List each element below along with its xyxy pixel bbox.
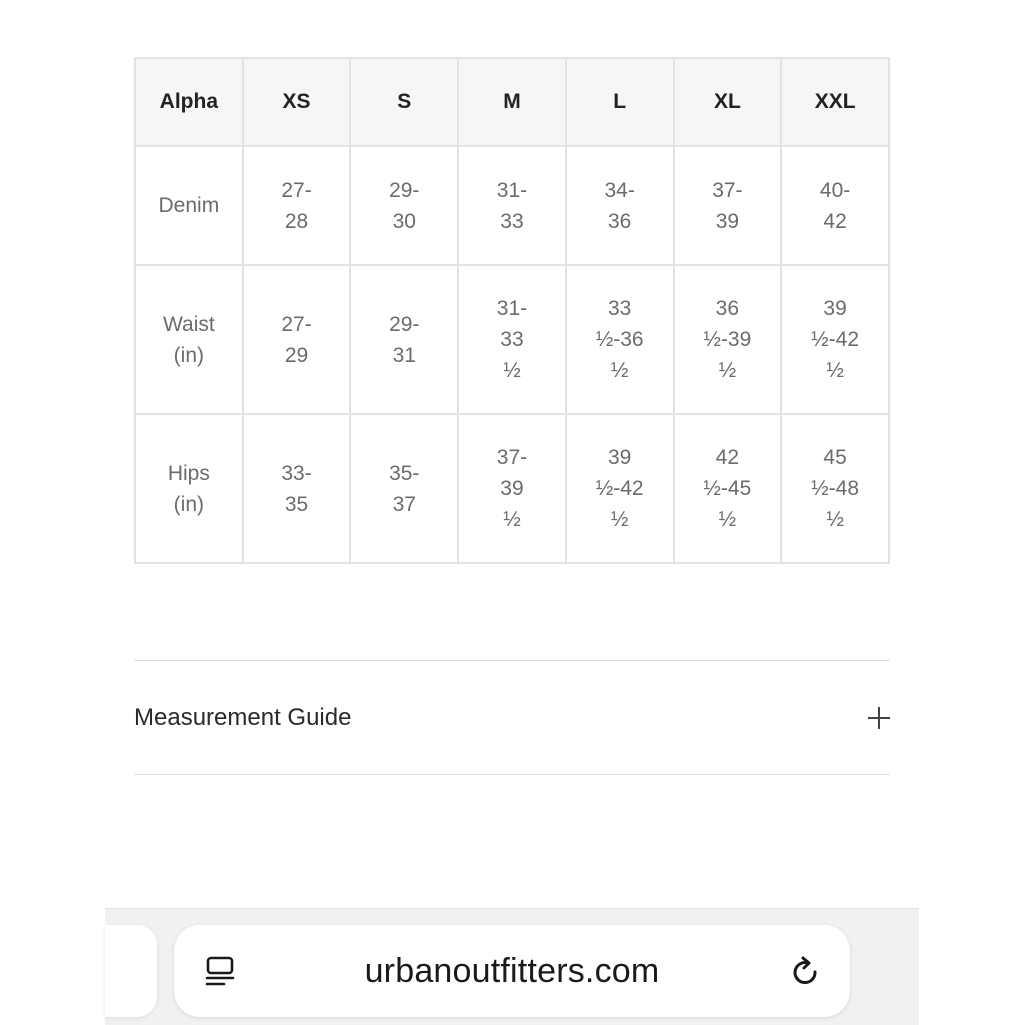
- cell-text: 37- 39 ½: [496, 446, 528, 531]
- cell-text: Hips (in): [167, 461, 210, 516]
- cell-text: 45 ½-48 ½: [811, 446, 860, 531]
- cell-text: 33- 35: [281, 461, 312, 516]
- table-cell: [781, 146, 889, 265]
- table-cell: [243, 265, 351, 414]
- cell-text: 29- 31: [389, 312, 420, 367]
- table-cell: [566, 265, 674, 414]
- reload-icon[interactable]: [788, 955, 824, 991]
- url-text[interactable]: urbanoutfitters.com: [364, 952, 660, 990]
- table-cell: [350, 265, 458, 414]
- previous-tab-card[interactable]: [105, 925, 157, 1017]
- row-label-hips: [135, 414, 243, 563]
- table-cell: [566, 414, 674, 563]
- table-cell: [781, 265, 889, 414]
- table-cell: [458, 146, 566, 265]
- cell-text: 39 ½-42 ½: [595, 446, 644, 531]
- table-row-waist: [135, 265, 889, 414]
- header-s: S: [350, 58, 458, 146]
- table-cell: [674, 265, 782, 414]
- row-label-denim: [135, 146, 243, 265]
- plus-icon[interactable]: [868, 707, 890, 729]
- table-row-hips: [135, 414, 889, 563]
- header-xxl: XXL: [781, 58, 889, 146]
- measurement-guide-accordion[interactable]: [134, 660, 890, 775]
- header-xs: XS: [243, 58, 351, 146]
- size-header-row: [135, 58, 889, 146]
- cell-text: 39 ½-42 ½: [811, 297, 860, 382]
- header-m: M: [458, 58, 566, 146]
- table-cell: [243, 414, 351, 563]
- cell-text: 29- 30: [389, 178, 420, 233]
- browser-bottom-bar: [105, 908, 919, 1025]
- cell-text: Waist (in): [162, 312, 215, 367]
- table-cell: [458, 414, 566, 563]
- cell-text: 42 ½-45 ½: [703, 446, 752, 531]
- cell-text: 35- 37: [389, 461, 420, 516]
- table-row-denim: [135, 146, 889, 265]
- row-label-waist: [135, 265, 243, 414]
- table-cell: [674, 414, 782, 563]
- cell-text: 31- 33 ½: [496, 297, 528, 382]
- header-xl: XL: [674, 58, 782, 146]
- table-cell: [674, 146, 782, 265]
- cell-text: 31- 33: [496, 178, 528, 233]
- address-bar[interactable]: [174, 925, 850, 1017]
- cell-text: 40- 42: [819, 178, 851, 233]
- cell-text: 37- 39: [712, 178, 743, 233]
- table-cell: [243, 146, 351, 265]
- cell-text: 34- 36: [604, 178, 635, 233]
- cell-text: Denim: [158, 194, 220, 217]
- cell-text: 27- 29: [281, 312, 312, 367]
- cell-text: 27- 28: [281, 178, 312, 233]
- header-l: L: [566, 58, 674, 146]
- header-alpha: Alpha: [135, 58, 243, 146]
- table-cell: [350, 146, 458, 265]
- cell-text: 36 ½-39 ½: [703, 297, 752, 382]
- size-chart-table: [134, 57, 890, 564]
- cell-text: 33 ½-36 ½: [595, 297, 644, 382]
- table-cell: [566, 146, 674, 265]
- table-cell: [458, 265, 566, 414]
- table-cell: [781, 414, 889, 563]
- table-cell: [350, 414, 458, 563]
- measurement-guide-label: Measurement Guide: [134, 703, 352, 731]
